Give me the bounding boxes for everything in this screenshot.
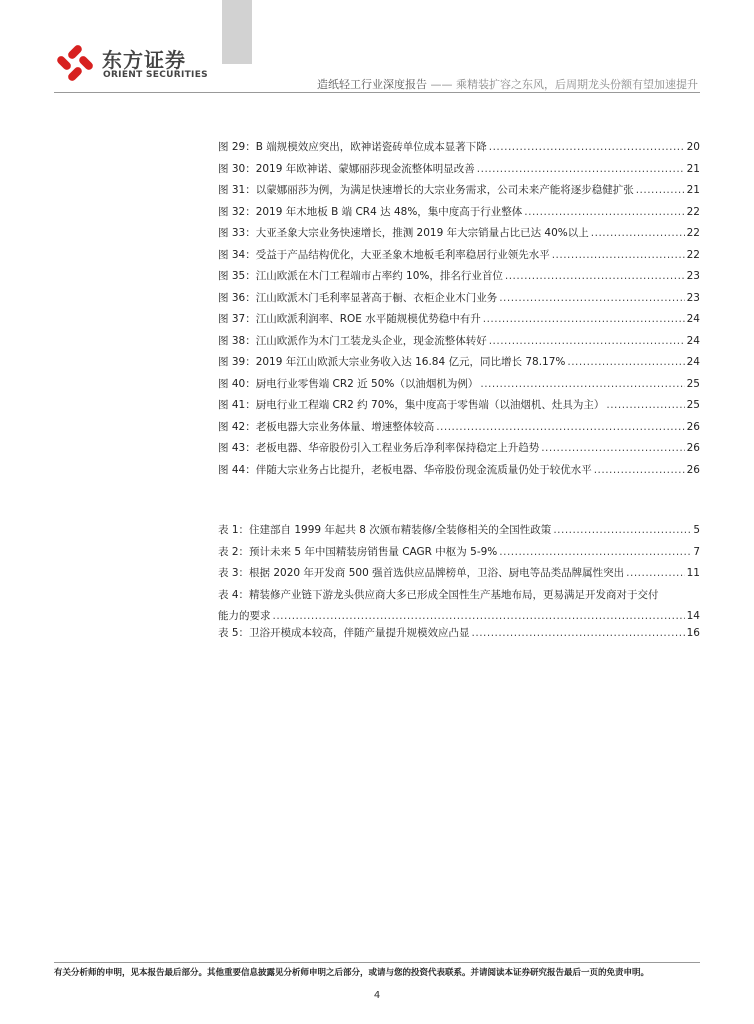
- toc-leader-dots: [567, 355, 684, 369]
- toc-entry-label: 图 44：伴随大宗业务占比提升，老板电器、华帝股份现金流质量仍处于较优水平: [218, 463, 592, 476]
- toc-entry-page: 26: [686, 442, 700, 454]
- toc-leader-dots: [499, 291, 684, 305]
- toc-entry-page: 16: [686, 626, 700, 639]
- toc-entry-label: 图 37：江山欧派利润率、ROE 水平随规模优势稳中有升: [218, 313, 481, 325]
- toc-leader-dots: [594, 463, 685, 477]
- toc-leader-dots: [541, 441, 684, 455]
- toc-entry-label: 图 29：B 端规模效应突出，欧神诺瓷砖单位成本显著下降: [218, 141, 487, 153]
- figure-entry[interactable]: [218, 398, 700, 420]
- header-gray-band: [222, 0, 252, 64]
- toc-leader-dots: [489, 140, 685, 154]
- toc-entry-label: 表 3：根据 2020 年开发商 500 强首选供应品牌榜单，卫浴、厨电等品类品牌属性突出: [218, 567, 625, 579]
- report-title: 造纸轻工行业深度报告: [317, 78, 427, 91]
- toc-entry-label: 图 41：厨电行业工程端 CR2 约 70%，集中度高于零售端（以油烟机、灶具为主）: [218, 399, 605, 411]
- toc-entry-label: 表 5：卫浴开模成本较高，伴随产量提升规模效应凸显: [218, 626, 470, 639]
- figure-entry[interactable]: [218, 334, 700, 356]
- figure-entry[interactable]: [218, 420, 700, 442]
- toc-entry-page: 22: [686, 248, 700, 261]
- toc-leader-dots: [436, 420, 684, 434]
- figure-entry[interactable]: [218, 269, 700, 291]
- toc-entry-label: 图 43：老板电器、华帝股份引入工程业务后净利率保持稳定上升趋势: [218, 442, 540, 454]
- toc-entry-page: 11: [686, 567, 700, 579]
- table-index: [218, 523, 700, 647]
- toc-entry-page: 21: [686, 162, 700, 175]
- figure-entry[interactable]: [218, 312, 700, 334]
- toc-leader-dots: [552, 248, 685, 262]
- toc-leader-dots: [553, 523, 691, 537]
- company-logo: [54, 42, 214, 82]
- toc-entry-label: 图 35：江山欧派在木门工程端市占率约 10%，排名行业首位: [218, 270, 503, 282]
- toc-entry-page: 22: [686, 227, 700, 239]
- toc-entry-page: 25: [686, 377, 700, 390]
- toc-entry-label: 表 4：精装修产业链下游龙头供应商大多已形成全国性生产基地布局，更易满足开发商对于交付: [218, 588, 659, 601]
- figure-entry[interactable]: [218, 205, 700, 227]
- toc-entry-label: 图 34：受益于产品结构优化，大亚圣象木地板毛利率稳居行业领先水平: [218, 248, 550, 261]
- toc-entry-label: 图 42：老板电器大宗业务体量、增速整体较高: [218, 420, 435, 433]
- toc-entry-label: 表 2：预计未来 5 年中国精装房销售量 CAGR 中枢为 5-9%: [218, 545, 498, 558]
- figure-entry[interactable]: [218, 377, 700, 399]
- toc-leader-dots: [505, 269, 685, 283]
- report-header: [317, 76, 698, 92]
- table-entry[interactable]: [218, 626, 700, 648]
- toc-entry-page: 26: [686, 463, 700, 476]
- toc-entry-page: 23: [686, 270, 700, 282]
- figure-entry[interactable]: [218, 355, 700, 377]
- toc-leader-dots: [636, 183, 685, 197]
- figure-entry[interactable]: [218, 183, 700, 205]
- toc-leader-dots: [477, 162, 685, 176]
- toc-entry-page: 22: [686, 205, 700, 218]
- logo-chinese-name: 东方证券: [102, 48, 186, 72]
- figure-entry[interactable]: [218, 226, 700, 248]
- figure-entry[interactable]: [218, 463, 700, 485]
- toc-entry-page: 24: [686, 313, 700, 325]
- page-number: 4: [373, 990, 381, 1001]
- toc-entry-page: 5: [693, 524, 700, 536]
- table-entry[interactable]: [218, 566, 700, 588]
- toc-leader-dots: [591, 226, 685, 240]
- toc-leader-dots: [489, 334, 685, 348]
- toc-entry-page: 26: [686, 420, 700, 433]
- toc-entry-page: 14: [686, 609, 700, 622]
- toc-entry-page: 21: [686, 184, 700, 196]
- toc-entry-label: 图 39：2019 年江山欧派大宗业务收入达 16.84 亿元，同比增长 78.17%: [218, 356, 566, 368]
- toc-entry-page: 20: [686, 141, 700, 153]
- figure-entry[interactable]: [218, 140, 700, 162]
- title-separator: ——: [427, 78, 456, 91]
- toc-entry-page: 24: [686, 356, 700, 368]
- toc-entry-label: 图 32：2019 年木地板 B 端 CR4 达 48%，集中度高于行业整体: [218, 205, 523, 218]
- logo-english-name: ORIENT SECURITIES: [103, 70, 208, 80]
- footer-disclaimer: 有关分析师的申明，见本报告最后部分。其他重要信息披露见分析师申明之后部分，或请与您的投资代表联系。并请阅读本证券研究报告最后一页的免责申明。: [54, 968, 650, 978]
- orient-logo-icon: [54, 42, 96, 84]
- figure-entry[interactable]: [218, 162, 700, 184]
- table-entry[interactable]: [218, 523, 700, 545]
- figure-entry[interactable]: [218, 291, 700, 313]
- toc-entry-label: 图 36：江山欧派木门毛利率显著高于橱、衣柜企业木门业务: [218, 291, 498, 304]
- toc-entry-page: 24: [686, 334, 700, 347]
- toc-entry-label: 图 30：2019 年欧神诺、蒙娜丽莎现金流整体明显改善: [218, 162, 475, 175]
- toc-leader-dots: [524, 205, 684, 219]
- toc-entry-label: 图 40：厨电行业零售端 CR2 近 50%（以油烟机为例）: [218, 377, 479, 390]
- table-entry[interactable]: [218, 545, 700, 567]
- header-divider: [54, 92, 700, 93]
- table-entry[interactable]: [218, 588, 700, 626]
- toc-leader-dots: [626, 566, 684, 580]
- toc-entry-label: 图 38：江山欧派作为木门工装龙头企业，现金流整体转好: [218, 334, 487, 347]
- toc-entry-label: 图 31：以蒙娜丽莎为例，为满足快速增长的大宗业务需求，公司未来产能将逐步稳健扩张: [218, 184, 634, 196]
- toc-leader-dots: [483, 312, 685, 326]
- figure-entry[interactable]: [218, 248, 700, 270]
- toc-entry-label: 图 33：大亚圣象大宗业务快速增长，推测 2019 年大宗销量占比已达 40%以上: [218, 227, 589, 239]
- toc-entry-label-cont: 能力的要求: [218, 609, 271, 622]
- report-subtitle: 乘精装扩容之东风，后周期龙头份额有望加速提升: [456, 78, 698, 91]
- toc-entry-continuation: [218, 609, 700, 623]
- toc-leader-dots: [472, 626, 685, 640]
- toc-leader-dots: [499, 545, 691, 559]
- toc-leader-dots: [480, 377, 684, 391]
- toc-entry-page: 25: [686, 399, 700, 411]
- figure-entry[interactable]: [218, 441, 700, 463]
- toc-entry-page: 23: [686, 291, 700, 304]
- footer-divider: [54, 962, 700, 963]
- toc-leader-dots: [606, 398, 684, 412]
- toc-entry-page: 7: [693, 545, 700, 558]
- figure-index: [218, 140, 700, 484]
- toc-leader-dots: [273, 609, 685, 623]
- toc-entry-label: 表 1：住建部自 1999 年起共 8 次颁布精装修/全装修相关的全国性政策: [218, 524, 552, 536]
